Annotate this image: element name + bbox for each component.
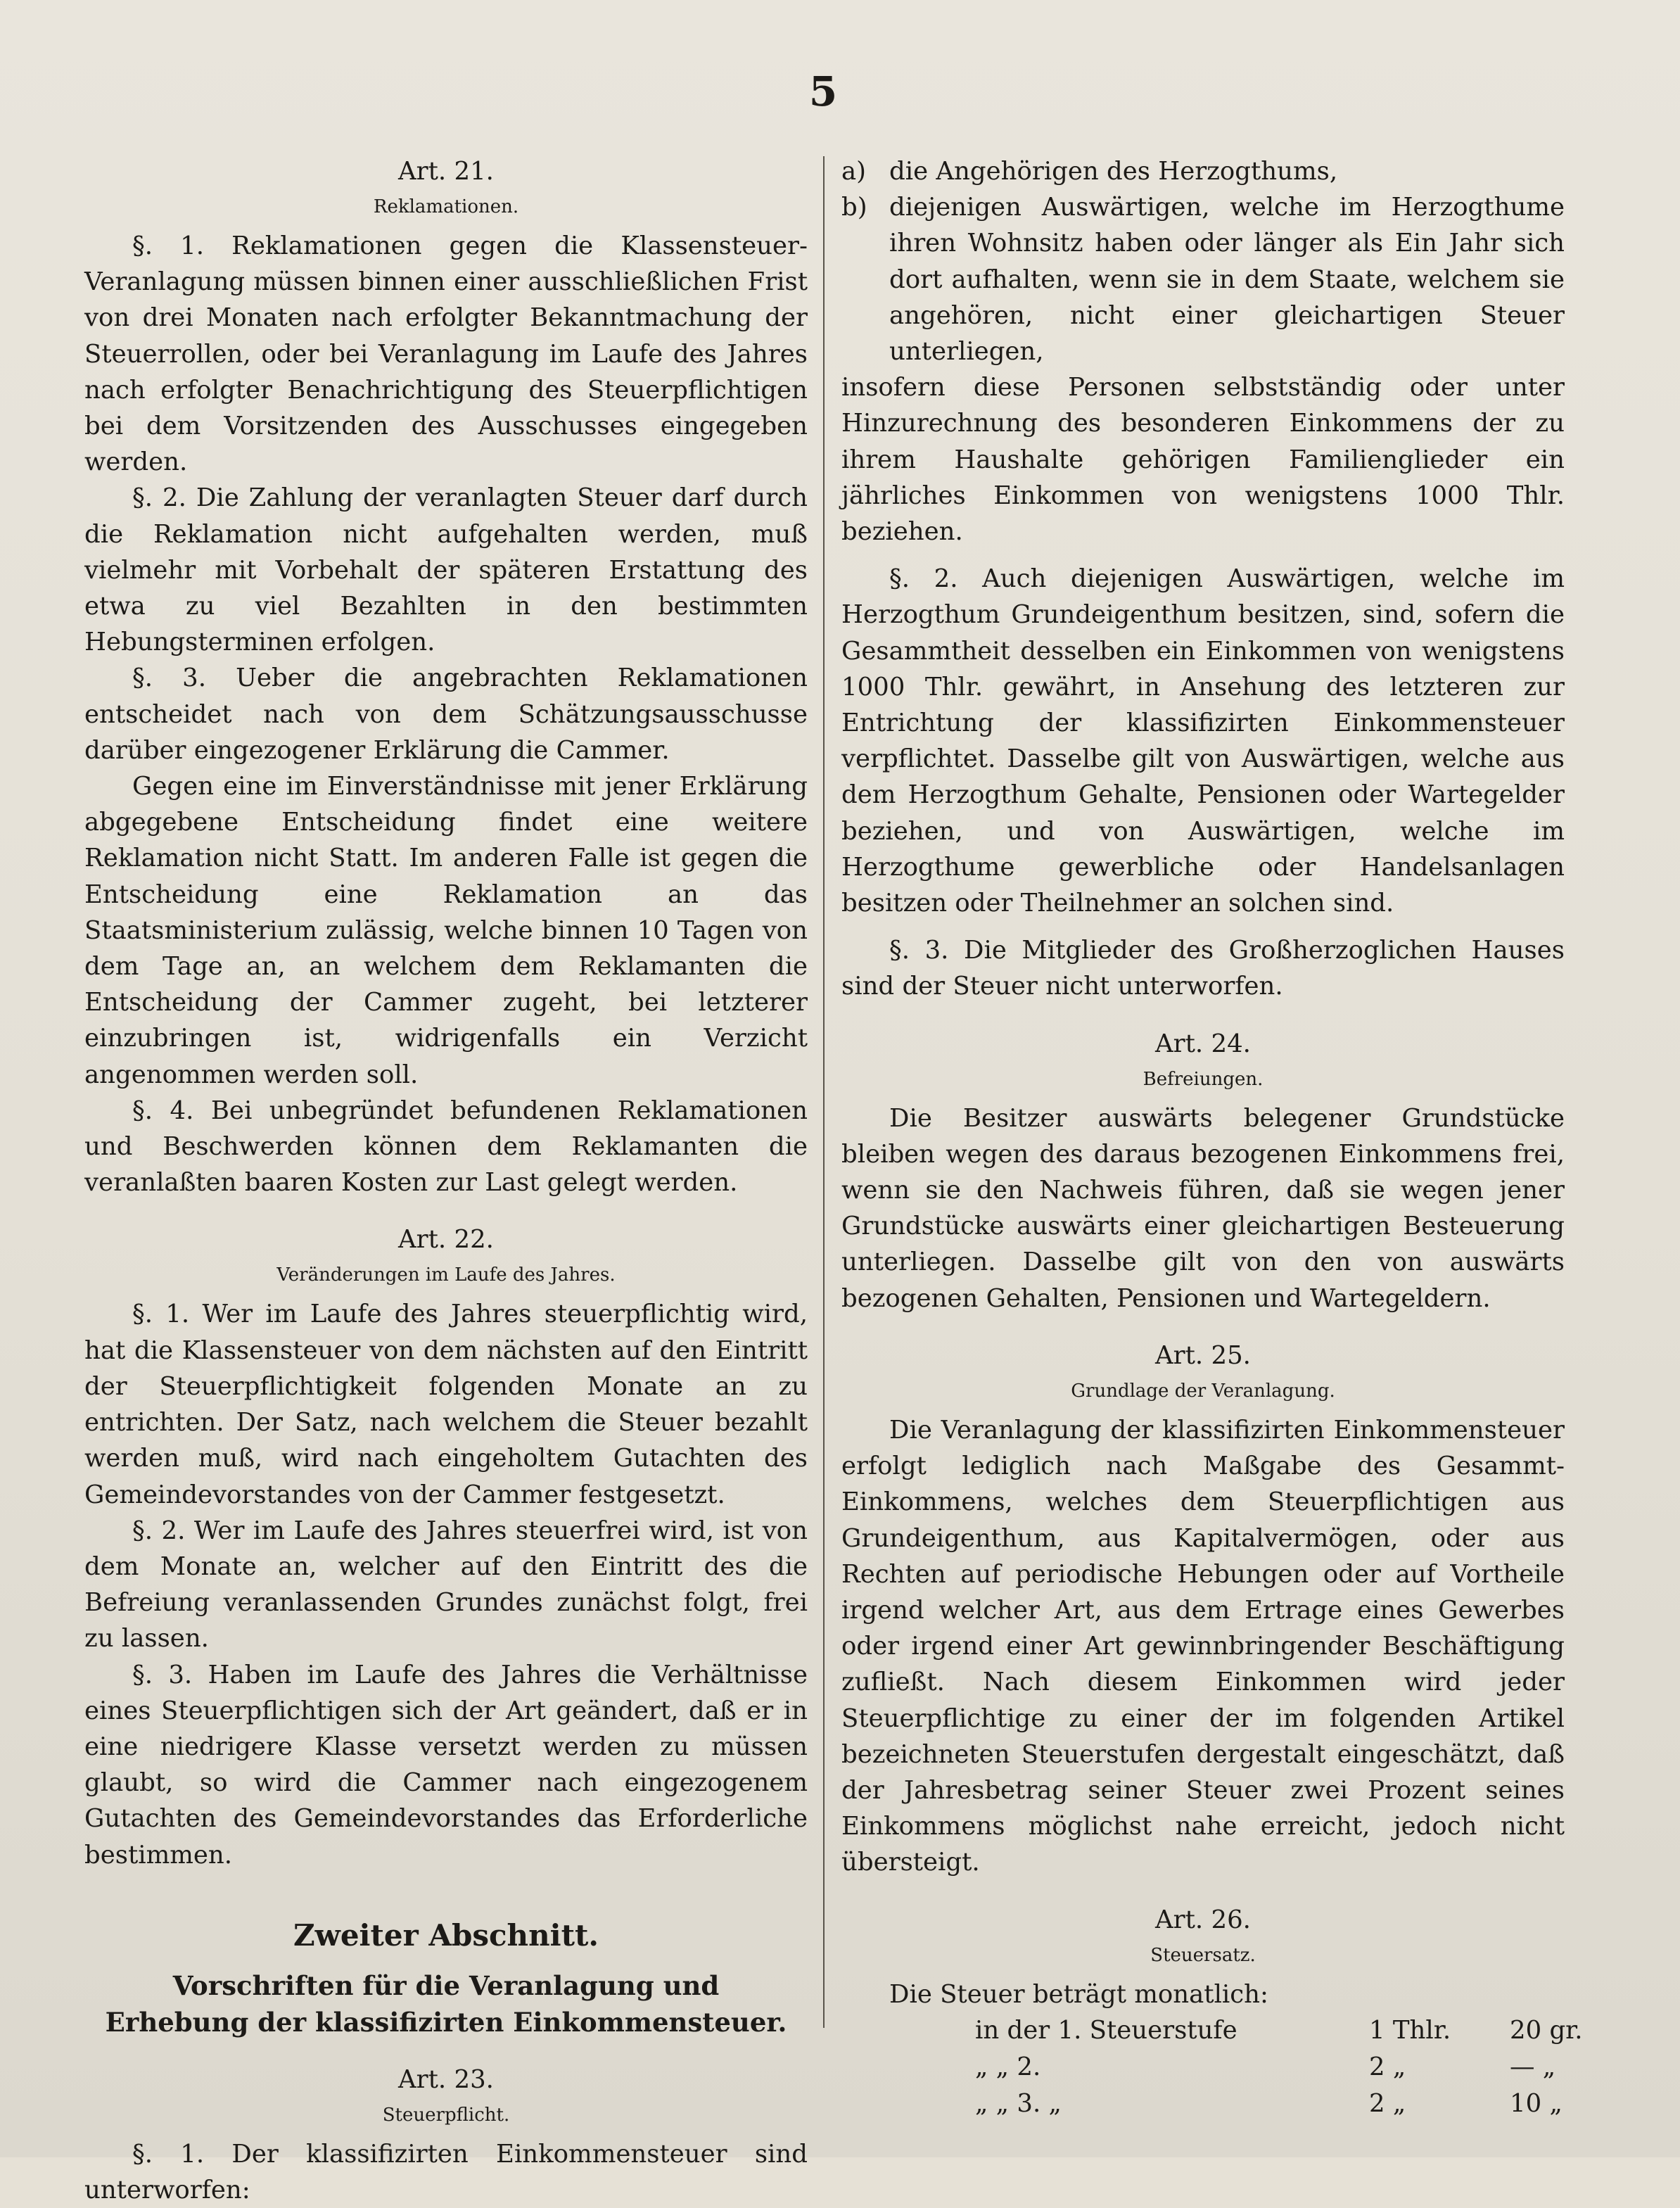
art26-intro: Die Steuer beträgt monatlich: <box>889 1979 1268 2009</box>
rate-label: in der 1. Steuerstufe <box>975 2015 1237 2045</box>
rate-gr: 10 „ <box>1510 2088 1563 2118</box>
art21-para-4: Gegen eine im Einverständnisse mit jener Erklärung abgegebene Entscheidung findet eine weitere Reklamation nicht Statt. Im anderen Falle ist gegen die Entscheidung eine Reklamation an das Staatsministerium zulässig, welche binnen 10 Tagen von dem Tage an, an welchem dem Reklamanten die Entscheidung der Cammer zugeht, bei letzterer einzubringen ist, widrigenfalls ein Verzicht angenommen werden soll. <box>84 772 808 1089</box>
art24-title: Art. 24. <box>1155 1029 1251 1058</box>
art22-heading: Veränderungen im Laufe des Jahres. <box>276 1264 616 1286</box>
art21-para-3: §. 3. Ueber die angebrachten Reklamationen entscheidet nach von dem Schätzungsausschusse darüber eingezogener Erklärung die Cammer. <box>84 664 808 765</box>
art25-title: Art. 25. <box>1155 1340 1251 1370</box>
table-row <box>975 2012 1583 2049</box>
art22-para-2: §. 2. Wer im Laufe des Jahres steuerfrei wird, ist von dem Monate an, welcher auf den Eintritt des die Befreiung veranlassenden Grundes zunächst folgt, frei zu lassen. <box>84 1516 808 1654</box>
rate-gr: 20 gr. <box>1510 2015 1583 2045</box>
art25-heading: Grundlage der Veranlagung. <box>1071 1380 1335 1402</box>
art26-title: Art. 26. <box>1155 1905 1251 1934</box>
list-letter: a) <box>841 157 867 186</box>
art23-para-2: §. 2. Auch diejenigen Auswärtigen, welche im Herzogthum Grundeigenthum besitzen, sind, sofern die Gesammtheit desselben ein Einkommen von wenigstens 1000 Thlr. gewährt, in Ansehung des letzteren zur Entrichtung der klassifizirten Einkommensteuer verpflichtet. Dasselbe gilt von Auswärtigen, welche aus dem Herzogthum Gehalte, Pensionen oder Wartegelder beziehen, und von Auswärtigen, welche im Herzogthume gewerbliche oder Handelsanlagen besitzen oder Theilnehmer an solchen sind. <box>841 564 1565 918</box>
art21-para-2: §. 2. Die Zahlung der veranlagten Steuer darf durch die Reklamation nicht aufgehalten werden, muß vielmehr mit Vorbehalt der späteren Erstattung des etwa zu viel Bezahlten in den bestimmten Hebungsterminen erfolgen. <box>84 483 808 657</box>
list-letter: b) <box>841 193 867 222</box>
art23-para-1: §. 1. Der klassifizirten Einkommensteuer sind unterworfen: <box>84 2139 808 2204</box>
art23-continuation: insofern diese Personen selbstständig oder unter Hinzurechnung des besonderen Einkommens der zu ihrem Haushalte gehörigen Familienglieder ein jährliches Einkommen von wenigstens 1000 Thlr. beziehen. <box>841 373 1565 547</box>
table-row <box>975 2086 1565 2122</box>
rate-gr: — „ <box>1510 2052 1556 2081</box>
art23-para-3: §. 3. Die Mitglieder des Großherzoglichen Hauses sind der Steuer nicht unterworfen. <box>841 936 1565 1001</box>
art22-para-1: §. 1. Wer im Laufe des Jahres steuerpflichtig wird, hat die Klassensteuer von dem nächsten auf den Eintritt der Steuerpflichtigkeit folgenden Monate an zu entrichten. Der Satz, nach welchem die Steuer bezahlt werden muß, wird nach eingeholtem Gutachten des Gemeindevorstandes von der Cammer festgesetzt. <box>84 1300 808 1509</box>
column-divider <box>823 156 825 2028</box>
art22-para-3: §. 3. Haben im Laufe des Jahres die Verhältnisse eines Steuerpflichtigen sich der Art geändert, daß er in eine niedrigere Klasse versetzt werden zu müssen glaubt, so wird die Cammer nach eingezogenem Gutachten des Gemeindevorstandes das Erforderliche bestimmen. <box>84 1660 808 1870</box>
page-number: 5 <box>808 68 838 115</box>
art21-heading: Reklamationen. <box>373 196 519 217</box>
art25-para: Die Veranlagung der klassifizirten Einkommensteuer erfolgt lediglich nach Maßgabe des Gesammt-Einkommens, welches dem Steuerpflichtigen aus Grundeigenthum, aus Kapitalvermögen, oder aus Rechten auf periodische Hebungen oder auf Vortheile irgend welcher Art, aus dem Ertrage eines Gewerbes oder irgend einer Art gewinnbringender Beschäftigung zufließt. Nach diesem Einkommen wird jeder Steuerpflichtige zu einer der im folgenden Artikel bezeichneten Steuerstufen dergestalt eingeschätzt, daß der Jahresbetrag seiner Steuer zwei Prozent seines Einkommens möglichst nahe erreicht, jedoch nicht übersteigt. <box>841 1415 1565 1877</box>
list-text: die Angehörigen des Herzogthums, <box>889 157 1338 186</box>
rate-thlr: 1 Thlr. <box>1369 2015 1451 2045</box>
table-row <box>975 2049 1565 2086</box>
art23-title: Art. 23. <box>398 2064 494 2094</box>
art24-para: Die Besitzer auswärts belegener Grundstücke bleiben wegen des daraus bezogenen Einkommens frei, wenn sie den Nachweis führen, daß sie wegen jener Grundstücke auswärts einer gleichartigen Besteuerung unterliegen. Dasselbe gilt von den von auswärts bezogenen Gehalten, Pensionen und Wartegeldern. <box>841 1103 1565 1313</box>
section-subtitle: Vorschriften für die Veranlagung und Erhebung der klassifizirten Einkommensteuer. <box>105 1969 787 2038</box>
list-text: diejenigen Auswärtigen, welche im Herzogthume ihren Wohnsitz haben oder länger als Ein Jahr sich dort aufhalten, wenn sie in dem Staate, welchem sie angehören, nicht einer gleichartigen Steuer unterliegen, <box>889 193 1565 367</box>
rate-thlr: 2 „ <box>1369 2088 1406 2118</box>
rate-label: „ „ 2. <box>975 2052 1041 2081</box>
art22-title: Art. 22. <box>398 1225 494 1255</box>
list-item <box>841 153 1565 189</box>
list-item <box>841 189 1565 369</box>
left-column <box>84 153 808 2208</box>
rate-label: „ „ 3. „ <box>975 2088 1062 2118</box>
right-column <box>841 153 1583 2122</box>
art26-heading: Steuersatz. <box>1150 1944 1256 1966</box>
art24-heading: Befreiungen. <box>1143 1068 1264 1090</box>
art23-heading: Steuerpflicht. <box>382 2104 510 2126</box>
rates-table <box>975 2012 1583 2122</box>
art21-para-1: §. 1. Reklamationen gegen die Klassensteuer-Veranlagung müssen binnen einer ausschließlichen Frist von drei Monaten nach erfolgter Bekanntmachung der Steuerrollen, oder bei Veranlagung im Laufe des Jahres nach erfolgter Benachrichtigung des Steuerpflichtigen bei dem Vorsitzenden des Ausschusses eingegeben werden. <box>84 231 808 477</box>
rate-thlr: 2 „ <box>1369 2052 1406 2081</box>
art21-para-5: §. 4. Bei unbegründet befundenen Reklamationen und Beschwerden können dem Reklamanten die veranlaßten baaren Kosten zur Last gelegt werden. <box>84 1096 808 1198</box>
section-title: Zweiter Abschnitt. <box>293 1917 599 1953</box>
art21-title: Art. 21. <box>398 157 494 186</box>
